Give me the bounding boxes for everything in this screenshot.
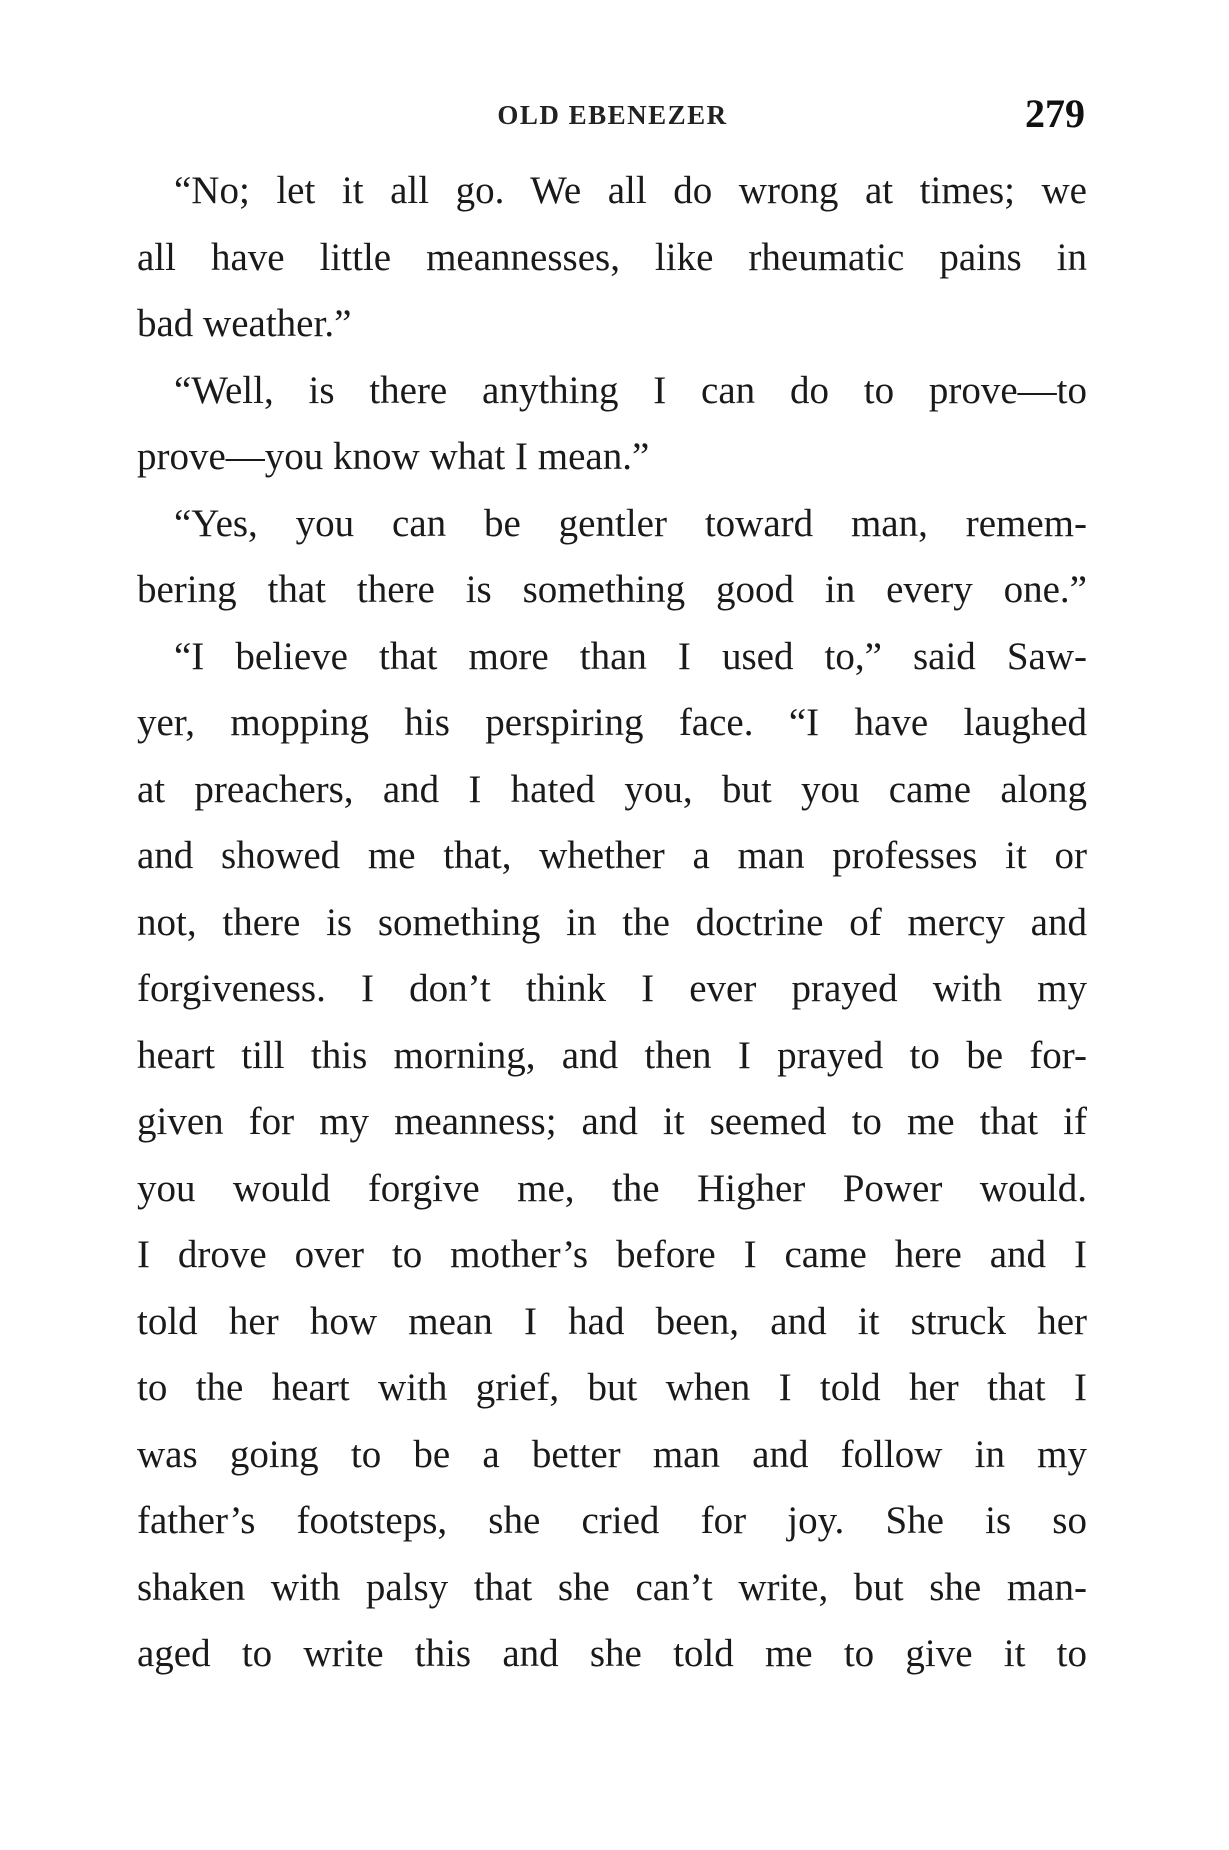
text-line: told her how mean I had been, and it struck her <box>137 1299 1087 1343</box>
page-number: 279 <box>1025 91 1085 136</box>
text-line: father’s footsteps, she cried for joy. She is so <box>137 1499 1087 1542</box>
text-line: “Yes, you can be gentler toward man, remem- <box>174 501 1087 545</box>
text-line: not, there is something in the doctrine of mercy and <box>137 900 1087 944</box>
text-line: bering that there is something good in every one.” <box>137 568 1087 611</box>
text-line: “Well, is there anything I can do to prove—to <box>174 368 1087 412</box>
text-line: shaken with palsy that she can’t write, but she man- <box>137 1565 1087 1609</box>
text-line: aged to write this and she told me to give it to <box>137 1632 1087 1675</box>
text-line: given for my meanness; and it seemed to me that if <box>137 1100 1087 1143</box>
text-line: bad weather.” <box>137 302 352 345</box>
running-title: OLD EBENEZER <box>497 100 728 130</box>
text-line: yer, mopping his perspiring face. “I have laughed <box>137 701 1087 744</box>
text-line: to the heart with grief, but when I told her that I <box>137 1366 1087 1409</box>
text-line: “I believe that more than I used to,” said Saw- <box>174 634 1087 678</box>
text-line: at preachers, and I hated you, but you came along <box>137 767 1087 811</box>
text-line: you would forgive me, the Higher Power would. <box>137 1166 1087 1210</box>
text-line: I drove over to mother’s before I came here and I <box>137 1233 1087 1276</box>
body-text <box>137 158 1087 1688</box>
text-line: forgiveness. I don’t think I ever prayed with my <box>137 967 1087 1010</box>
text-line: heart till this morning, and then I prayed to be for- <box>137 1033 1087 1077</box>
text-line: was going to be a better man and follow in my <box>137 1432 1087 1476</box>
running-head <box>140 91 1085 142</box>
text-line: all have little meannesses, like rheumatic pains in <box>137 235 1087 279</box>
text-line: “No; let it all go. We all do wrong at times; we <box>174 169 1087 212</box>
text-line: prove—you know what I mean.” <box>137 435 650 478</box>
text-line: and showed me that, whether a man professes it or <box>137 834 1087 877</box>
